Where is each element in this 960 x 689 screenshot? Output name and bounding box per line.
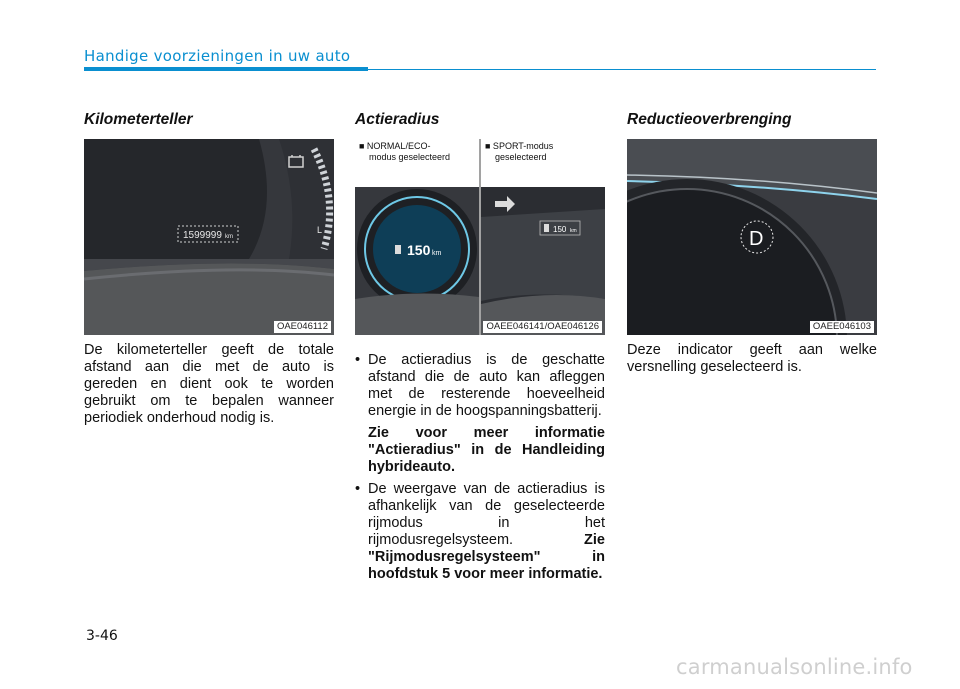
gear-letter-l: L [317,225,323,235]
normal-eco-label-line1: ■ NORMAL/ECO- [359,141,431,151]
gear-figure [627,139,877,335]
odometer-unit: km [225,234,233,240]
odometer-figure [84,139,334,335]
range-unit-sport: km [570,228,577,234]
kilometerteller-title: Kilometerteller [84,111,193,128]
range-value-normal: 150 [407,242,431,258]
reductieoverbrenging-title: Reductieoverbrenging [627,111,792,128]
kilometerteller-text [84,342,334,427]
section-header-title: Handige voorzieningen in uw auto [84,47,351,65]
odometer-value: 1599999 [183,230,222,241]
range-figure [355,139,605,335]
bullet-item [355,481,605,583]
header-divider-line [368,69,876,70]
reductieoverbrenging-text [627,342,877,376]
bullet-item [355,352,605,476]
actieradius-text [355,352,605,583]
bullet-text: De weergave van de actieradius is afhankelijk van de geselecteerde rijmodus in het rijmodusregelsysteem. [368,481,605,548]
actieradius-title: Actieradius [355,111,440,128]
range-value-sport: 150 [553,225,567,234]
paragraph: Deze indicator geeft aan welke versnelling geselecteerd is. [627,342,877,375]
sport-label-line2: geselecteerd [495,152,547,162]
bullet-bold-reference: Zie "Rijmodusregelsysteem" in hoofdstuk 5 voor meer informatie. [368,532,605,582]
page-number: 3-46 [86,628,118,644]
gear-letter-d: D [749,228,764,250]
normal-eco-label-line2: modus geselecteerd [369,152,451,162]
range-unit-normal: km [432,250,442,257]
bullet-bold-reference: Zie voor meer informatie "Actieradius" in de Handleiding hybrideauto. [368,425,605,475]
figure-code: OAEE046103 [810,321,874,333]
header-accent-bar [84,67,368,71]
sport-label-line1: ■ SPORT-modus [485,141,554,151]
paragraph: De kilometerteller geeft de totale afstand aan die met de auto is gereden en dient ook te worden gebruikt om te bepalen wanneer periodiek onderhoud nodig is. [84,342,334,426]
figure-code: OAEE046141/OAE046126 [483,321,602,333]
watermark: carmanualsonline.info [676,655,913,679]
bullet-text: De actieradius is de geschatte afstand die de auto kan afleggen met de resterende hoeveelheid energie in de hoogspanningsbatterij. [368,352,605,419]
figure-code: OAE046112 [274,321,331,333]
